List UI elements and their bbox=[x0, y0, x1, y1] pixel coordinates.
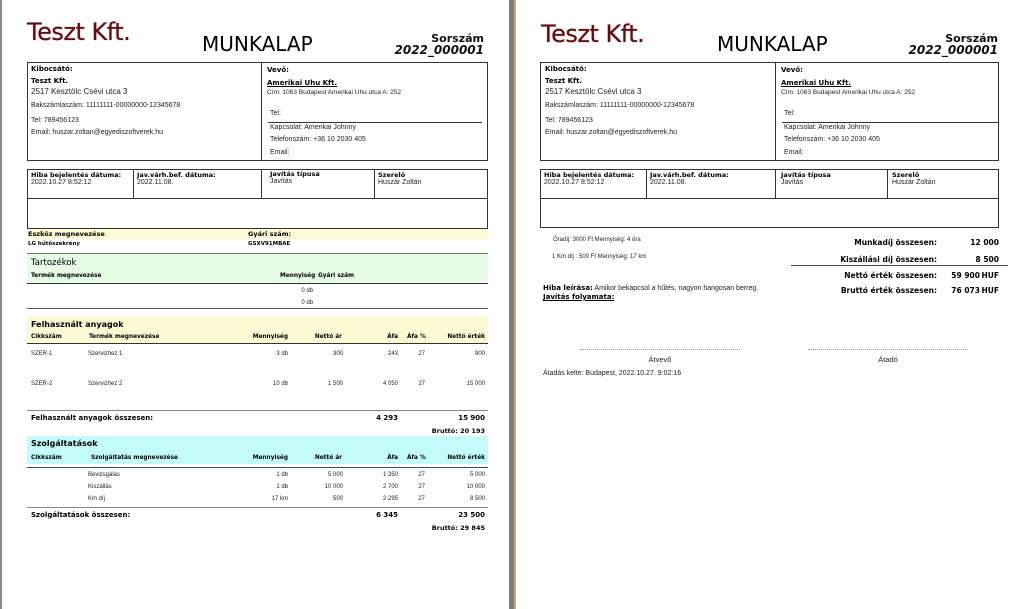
net-total-label: Nettó érték összesen: bbox=[844, 271, 937, 280]
cell-vat: 2 700 bbox=[382, 484, 398, 490]
materials-gross: Bruttó: 20 193 bbox=[431, 427, 485, 435]
cell-qty: 1 db bbox=[276, 472, 288, 478]
page-1 bbox=[0, 0, 509, 609]
repair-progress-label: Javítás folyamata: bbox=[543, 293, 615, 301]
serial-label: Sorszám bbox=[945, 32, 998, 45]
buyer-separator bbox=[782, 122, 999, 123]
buyer-contact-phone: Telefonszám: +36 10 2030 405 bbox=[270, 136, 366, 143]
cell-code: SZER-1 bbox=[31, 351, 53, 357]
repair-info-separator bbox=[27, 198, 488, 199]
services-gross: Bruttó: 29 845 bbox=[431, 524, 485, 532]
issuer-email: Email: huszar.zoltan@egyediszoftverek.hu bbox=[545, 129, 678, 136]
materials-col-name: Termék megnevezése bbox=[89, 334, 160, 340]
info-col-divider bbox=[775, 169, 776, 198]
technician-label: Szerelő bbox=[892, 171, 920, 179]
cell-net-price: 300 bbox=[332, 351, 343, 357]
materials-col-net-value: Nettó érték bbox=[447, 334, 485, 340]
materials-col-vat: Áfa bbox=[387, 334, 398, 340]
expected-date: 2022.11.08. bbox=[650, 179, 687, 186]
cell-net-price: 1 500 bbox=[327, 381, 343, 387]
issuer-email: Email: huszar.zoltan@egyediszoftverek.hu bbox=[31, 129, 164, 136]
services-total-vat: 6 345 bbox=[376, 511, 398, 519]
repair-type: Javítás bbox=[270, 178, 293, 185]
cell-net-value: 8 500 bbox=[469, 496, 485, 502]
services-col-name: Szolgáltatás megnevezése bbox=[91, 455, 178, 461]
cell-name: Bevizsgálás bbox=[88, 472, 121, 478]
issuer-label: Kibocsátó: bbox=[545, 65, 587, 73]
materials-total-vat: 4 293 bbox=[376, 414, 398, 422]
cell-vat-pct: 27 bbox=[418, 496, 425, 502]
accessories-col-serial: Gyári szám bbox=[318, 273, 355, 279]
repair-info-separator bbox=[540, 198, 999, 199]
issuer-phone: Tel: 789456123 bbox=[545, 117, 593, 124]
accessories-bottom-line bbox=[27, 308, 488, 309]
services-total-label: Szolgáltatások összesen: bbox=[31, 511, 131, 519]
services-col-code: Cikkszám bbox=[31, 455, 62, 461]
expected-date: 2022.11.08. bbox=[137, 179, 174, 186]
cell-code: SZER-2 bbox=[31, 381, 53, 387]
materials-col-net-price: Nettó ár bbox=[314, 334, 342, 340]
document-title: MUNKALAP bbox=[202, 32, 313, 56]
cell-qty: 3 db bbox=[276, 351, 288, 357]
materials-col-qty: Mennyiség bbox=[252, 334, 288, 340]
accessory-qty: 0 db bbox=[301, 288, 313, 294]
buyer-contact: Kapcsolat: Amerikai Johnny bbox=[784, 124, 870, 131]
cell-vat: 2 295 bbox=[382, 496, 398, 502]
info-col-divider bbox=[261, 169, 262, 198]
cell-name: Kiszállás bbox=[88, 484, 112, 490]
accessories-col-qty: Mennyiség bbox=[280, 273, 316, 279]
info-col-divider bbox=[887, 169, 888, 198]
issuer-phone: Tel: 789456123 bbox=[31, 117, 79, 124]
gross-total-value: 76 073 bbox=[951, 286, 980, 295]
issuer-bank-account: Bakszámlaszám: 11111111-00000000-12345678 bbox=[31, 102, 181, 109]
issuer-name: Teszt Kft. bbox=[31, 77, 69, 85]
services-header-line bbox=[27, 467, 488, 468]
buyer-email: Email: bbox=[270, 149, 290, 156]
page-2 bbox=[516, 0, 1024, 609]
buyer-contact: Kapcsolat: Amerikai Johnny bbox=[270, 124, 356, 131]
report-date-label: Hiba bejelentés dátuma: bbox=[544, 171, 635, 179]
info-col-divider bbox=[133, 169, 134, 198]
labor-total-value: 12 000 bbox=[970, 238, 999, 247]
cell-vat-pct: 27 bbox=[418, 472, 425, 478]
cell-net-price: 10 000 bbox=[324, 484, 343, 490]
issuer-bank-account: Bakszámlaszám: 11111111-00000000-12345678 bbox=[545, 102, 695, 109]
cell-qty: 1 db bbox=[276, 484, 288, 490]
cell-name: Szervizhez 1 bbox=[88, 351, 123, 357]
services-col-vat-pct: Áfa % bbox=[407, 455, 426, 461]
report-date: 2022.10.27 8:52:12 bbox=[31, 179, 92, 186]
materials-col-code: Cikkszám bbox=[31, 334, 62, 340]
accessories-header-line bbox=[27, 283, 488, 284]
cell-qty: 17 km bbox=[271, 496, 288, 502]
cell-net-value: 900 bbox=[474, 351, 485, 357]
issuer-name: Teszt Kft. bbox=[545, 77, 583, 85]
giver-signature-line bbox=[808, 349, 968, 350]
accessories-title: Tartozékok bbox=[31, 258, 77, 268]
buyer-name: Amerikai Uhu Kft. bbox=[781, 79, 852, 87]
services-col-net-price: Nettó ár bbox=[314, 455, 342, 461]
services-col-net-value: Nettó érték bbox=[447, 455, 485, 461]
expected-date-label: Jav.várh.bef. dátuma: bbox=[650, 171, 729, 179]
repair-type-label: Javítás típusa bbox=[270, 170, 320, 178]
materials-total-net: 15 900 bbox=[458, 414, 485, 422]
cell-name: Km díj bbox=[88, 496, 106, 502]
report-date-label: Hiba bejelentés dátuma: bbox=[31, 171, 122, 179]
cell-vat-pct: 27 bbox=[418, 381, 425, 387]
hourly-rate: Óradíj: 3000 Ft Mennyiség: 4 óra bbox=[553, 237, 641, 243]
buyer-address: Cím: 1063 Budapest Amerikai Uhu utca A: 252 bbox=[781, 89, 916, 96]
travel-total-value: 8 500 bbox=[975, 255, 999, 264]
cell-vat-pct: 27 bbox=[418, 484, 425, 490]
buyer-phone: Tel: bbox=[270, 110, 281, 117]
technician-label: Szerelő bbox=[378, 171, 406, 179]
device-name-label: Eszköz megnevezése bbox=[28, 230, 105, 238]
accessory-qty: 0 db bbox=[301, 300, 313, 306]
serial-label: Sorszám bbox=[431, 32, 484, 45]
buyer-address: Cím: 1063 Budapest Amerikai Uhu utca A: 252 bbox=[267, 89, 402, 96]
services-col-qty: Mennyiség bbox=[252, 455, 288, 461]
km-rate: 1 Km díj : 500 Ft Mennyiség: 17 km bbox=[552, 254, 647, 260]
cell-net-price: 500 bbox=[332, 496, 343, 502]
company-logo-text: Teszt Kft. bbox=[541, 20, 645, 48]
cell-vat: 243 bbox=[387, 351, 398, 357]
materials-title: Felhasznált anyagok bbox=[31, 320, 124, 329]
services-total-line bbox=[27, 507, 488, 508]
report-date: 2022.10.27 8:52:12 bbox=[544, 179, 605, 186]
cell-net-price: 5 000 bbox=[327, 472, 343, 478]
cell-vat: 1 350 bbox=[382, 472, 398, 478]
services-col-vat: Áfa bbox=[387, 455, 398, 461]
document-title: MUNKALAP bbox=[717, 32, 828, 56]
cell-net-value: 15 000 bbox=[466, 381, 485, 387]
repair-type-label: Javítás típusa bbox=[781, 171, 831, 179]
info-col-divider bbox=[374, 169, 375, 198]
cell-name: Szervizhez 2 bbox=[88, 381, 123, 387]
materials-header-line bbox=[27, 343, 488, 344]
receiver-label: Átvevő bbox=[648, 355, 672, 364]
cell-vat: 4 050 bbox=[382, 381, 398, 387]
issuer-label: Kibocsátó: bbox=[31, 65, 73, 73]
buyer-email: Email: bbox=[784, 149, 804, 156]
receiver-signature-line bbox=[580, 349, 740, 350]
buyer-label: Vevő: bbox=[267, 66, 289, 74]
services-total-net: 23 500 bbox=[458, 511, 485, 519]
materials-total-label: Felhasznált anyagok összesen: bbox=[31, 414, 154, 422]
company-logo-text: Teszt Kft. bbox=[27, 18, 131, 46]
materials-total-line bbox=[27, 410, 488, 411]
device-name: LG hűtőszekrény bbox=[28, 241, 80, 247]
parties-box bbox=[540, 62, 999, 161]
labor-total-label: Munkadíj összesen: bbox=[854, 238, 937, 247]
buyer-label: Vevő: bbox=[781, 66, 803, 74]
services-title: Szolgáltatások bbox=[31, 439, 98, 448]
parties-divider bbox=[775, 62, 776, 161]
gross-total-label: Bruttó érték összesen: bbox=[840, 286, 937, 295]
buyer-name: Amerikai Uhu Kft. bbox=[267, 79, 338, 87]
buyer-separator bbox=[268, 122, 482, 123]
fault-description bbox=[543, 284, 758, 292]
serial-number: 2022_000001 bbox=[394, 43, 484, 57]
expected-date-label: Jav.várh.bef. dátuma: bbox=[137, 171, 216, 179]
buyer-phone: Tel: bbox=[784, 110, 795, 117]
buyer-contact-phone: Telefonszám: +36 10 2030 405 bbox=[784, 136, 880, 143]
parties-divider bbox=[261, 62, 262, 161]
cell-net-value: 10 000 bbox=[466, 484, 485, 490]
cell-qty: 10 db bbox=[272, 381, 288, 387]
fault-text: Amikor bekapcsol a hűtés, nagyon hangosan berreg. bbox=[592, 285, 759, 292]
issuer-address: 2517 Kesztölc Csévi utca 3 bbox=[545, 87, 642, 96]
gross-total-currency: HUF bbox=[981, 286, 999, 295]
materials-col-vat-pct: Áfa % bbox=[407, 334, 426, 340]
fault-label: Hiba leírása: bbox=[543, 284, 593, 292]
parties-box bbox=[27, 62, 488, 161]
cell-net-value: 5 000 bbox=[469, 472, 485, 478]
net-total-value: 59 900 bbox=[951, 271, 980, 280]
net-total-currency: HUF bbox=[981, 271, 999, 280]
cell-vat-pct: 27 bbox=[418, 351, 425, 357]
info-col-divider bbox=[646, 169, 647, 198]
repair-type: Javítás bbox=[781, 179, 804, 186]
handover-date: Átadás kelte: Budapest, 2022.10.27. 9:02:16 bbox=[543, 370, 682, 377]
device-serial-label: Gyári szám: bbox=[248, 230, 292, 238]
travel-total-label: Kiszállási díj összesen: bbox=[840, 255, 937, 264]
serial-number: 2022_000001 bbox=[908, 43, 998, 57]
issuer-address: 2517 Kesztölc Csévi utca 3 bbox=[31, 87, 128, 96]
technician-name: Huszár Zoltán bbox=[892, 179, 936, 186]
summary-separator bbox=[791, 265, 1008, 266]
giver-label: Átadó bbox=[878, 355, 898, 364]
accessories-col-name: Termék megnevezése bbox=[31, 273, 102, 279]
device-serial: GSXV91MBAE bbox=[248, 241, 291, 247]
technician-name: Huszár Zoltán bbox=[378, 179, 422, 186]
